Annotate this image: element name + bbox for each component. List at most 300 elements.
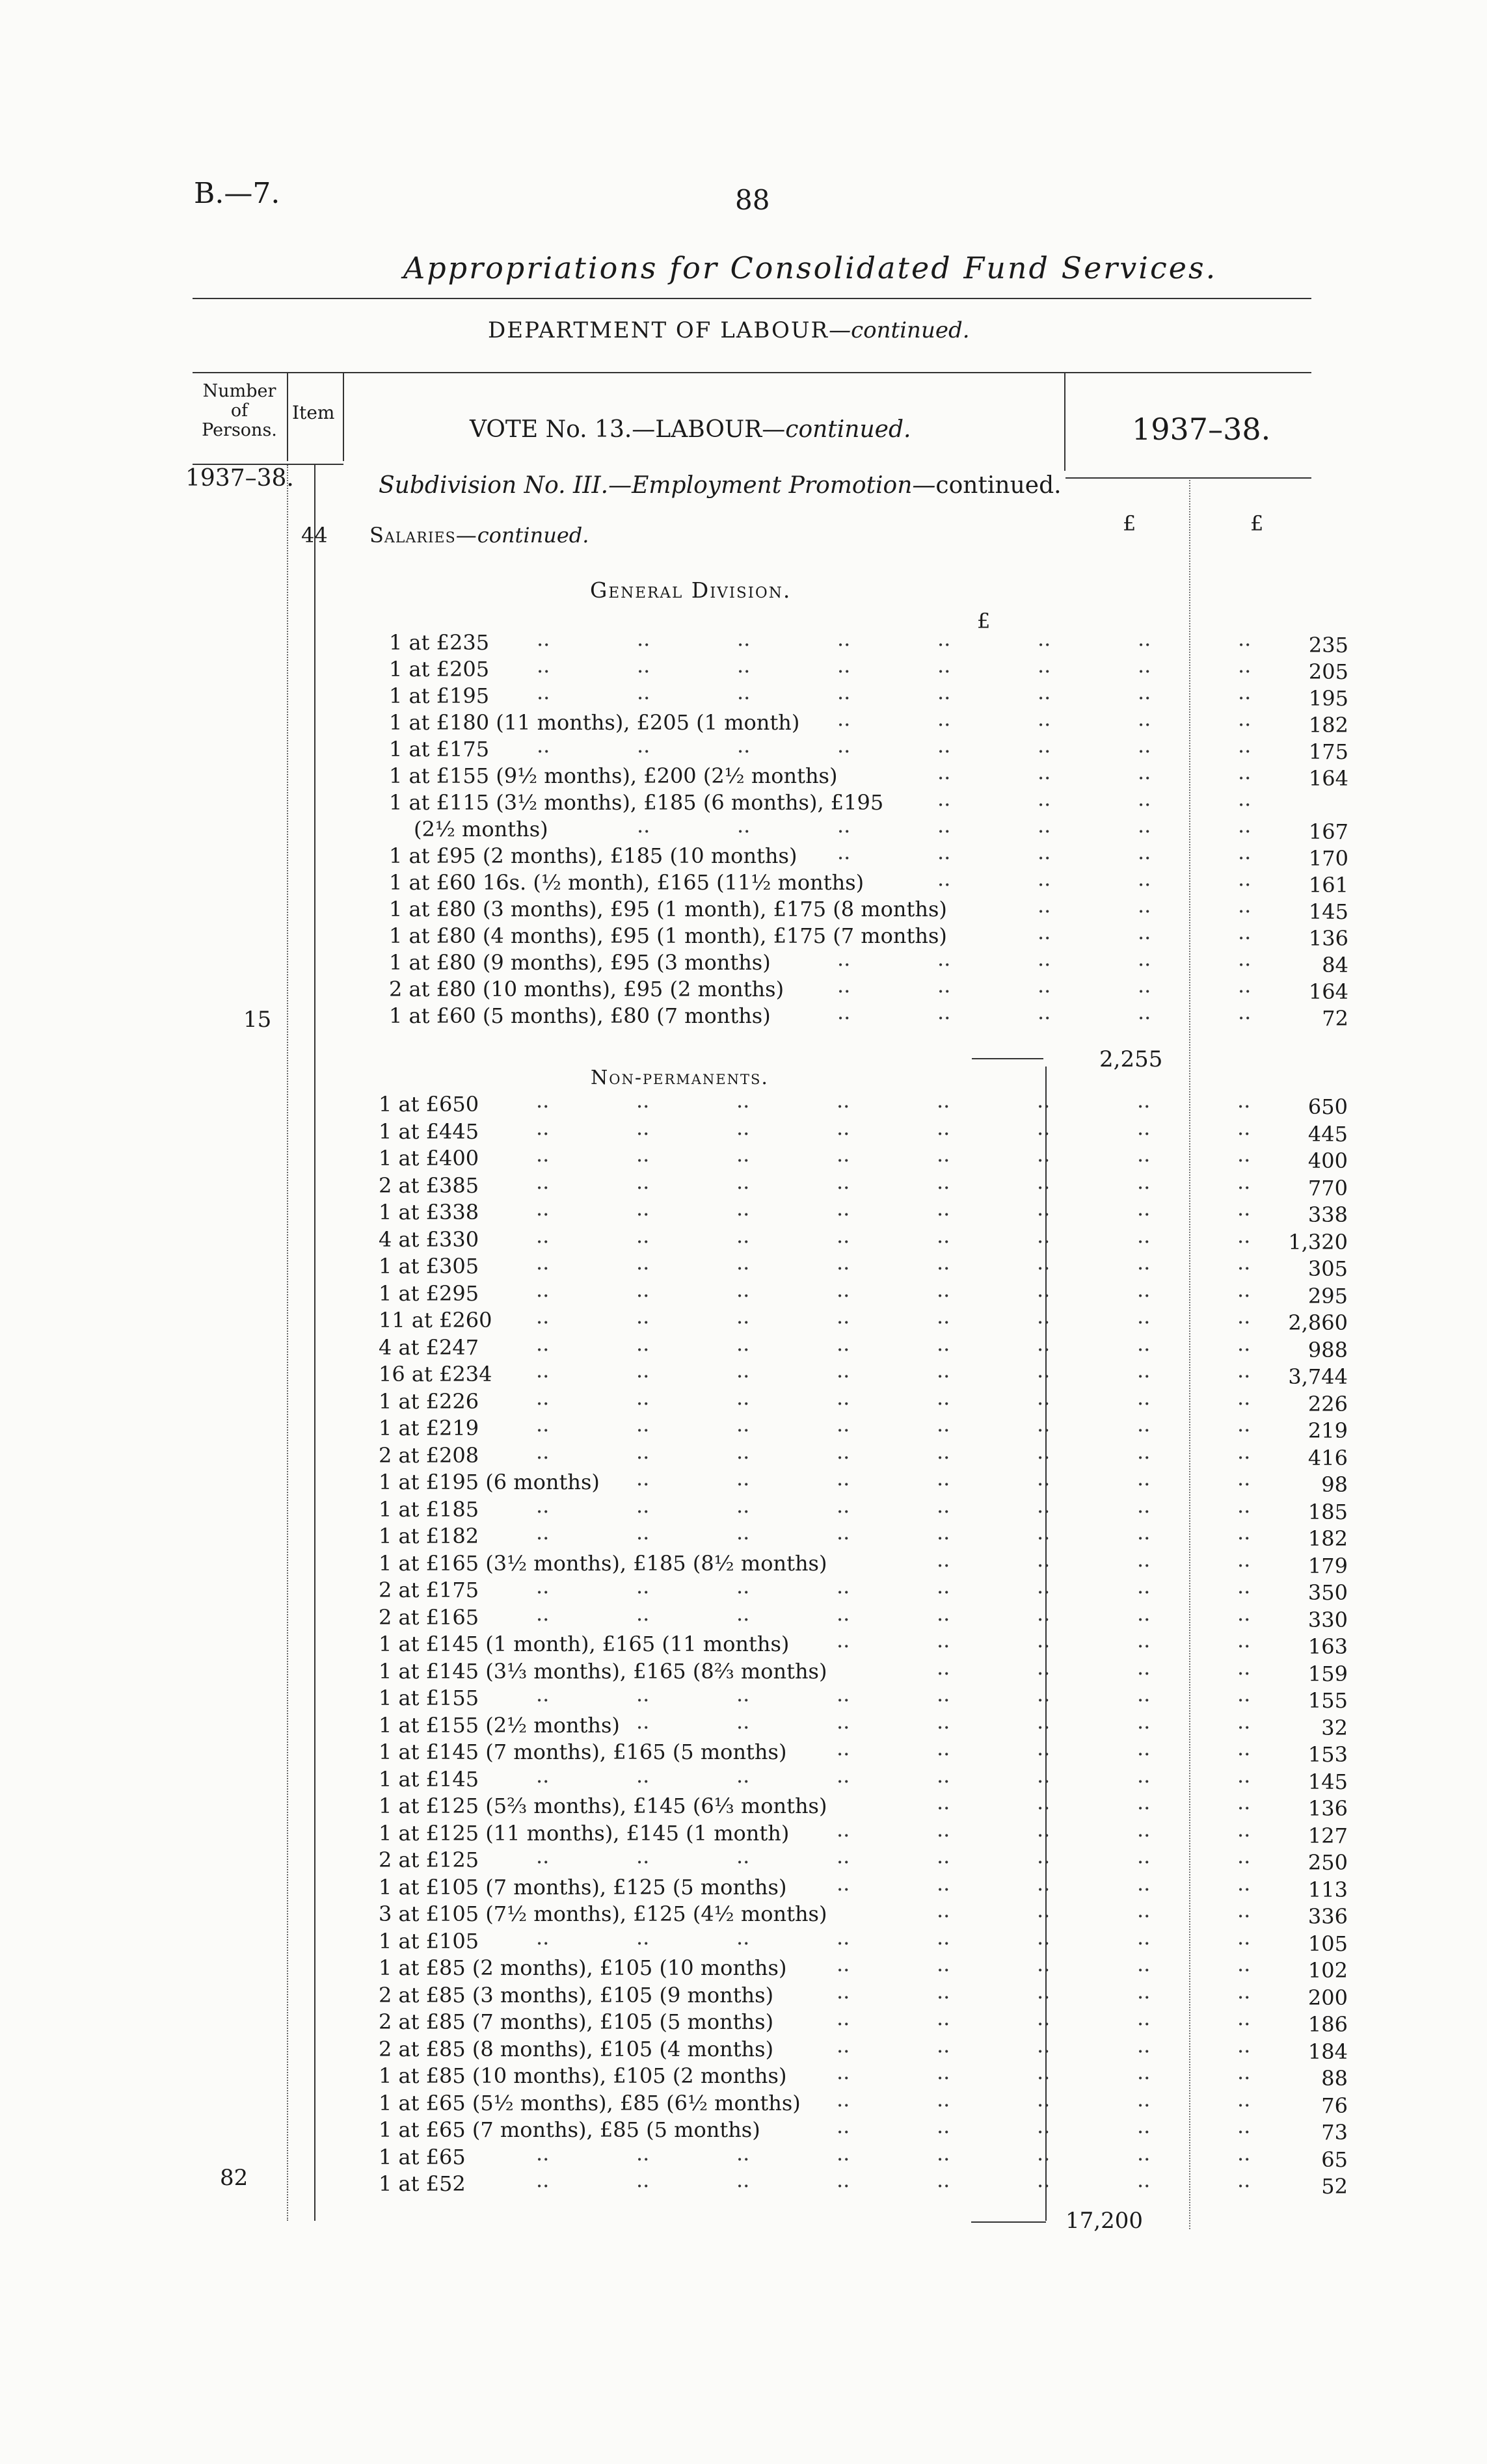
leader-dots: .. (837, 1520, 850, 1544)
row-description: 1 at £105 (379, 1928, 479, 1954)
leader-dots: .. (636, 1277, 650, 1302)
leader-dots: .. (1137, 1088, 1151, 1113)
leader-dots: .. (1137, 1169, 1151, 1194)
leader-dots: .. (1137, 2167, 1151, 2192)
leader-dots: .. (837, 2006, 850, 2030)
table-row (379, 1466, 1367, 1497)
leader-dots: .. (937, 1574, 950, 1598)
row-description: 16 at £234 (379, 1362, 492, 1386)
row-description: 1 at £165 (3½ months), £185 (8½ months) (379, 1550, 827, 1576)
leader-dots: .. (1137, 2140, 1151, 2166)
leader-dots: .. (937, 1277, 950, 1302)
leader-dots: .. (736, 1196, 750, 1221)
leader-dots: .. (937, 786, 951, 811)
leader-dots: .. (1037, 1331, 1051, 1356)
leader-dots: .. (1138, 920, 1151, 944)
leader-dots: .. (1037, 1628, 1051, 1652)
vote-header (470, 416, 911, 443)
leader-dots: .. (1137, 1142, 1151, 1167)
leader-dots: .. (937, 1466, 950, 1490)
leader-dots: .. (1037, 1816, 1051, 1842)
leader-dots: .. (1038, 813, 1051, 838)
table-row (379, 1304, 1367, 1335)
row-description: 1 at £125 (5⅔ months), £145 (6⅓ months) (379, 1794, 827, 1818)
leader-dots: .. (636, 2167, 650, 2192)
year-header: 1937–38. (1132, 412, 1271, 447)
leader-dots: .. (1137, 1790, 1151, 1814)
department-suffix: —continued. (829, 317, 970, 343)
row-amount: 250 (1307, 1850, 1348, 1875)
leader-dots: .. (937, 1790, 950, 1814)
leader-dots: .. (1237, 1277, 1251, 1302)
leader-dots: .. (1137, 1384, 1151, 1410)
table-row (379, 1088, 1367, 1119)
leader-dots: .. (736, 1304, 750, 1329)
table-row (379, 1331, 1367, 1362)
table-row (379, 1277, 1367, 1308)
pound-column-1: £ (1123, 511, 1136, 536)
leader-dots: .. (837, 813, 851, 838)
row-amount: 336 (1307, 1904, 1348, 1929)
table-row (379, 2006, 1367, 2037)
row-description: 1 at £400 (379, 1146, 479, 1171)
leader-dots: .. (636, 1708, 650, 1734)
leader-dots: .. (636, 1412, 650, 1437)
leader-dots: .. (1237, 1223, 1251, 1248)
leader-dots: .. (636, 1574, 650, 1598)
non-permanents-persons: 82 (220, 2165, 248, 2191)
leader-dots: .. (1237, 2060, 1251, 2084)
leader-dots: .. (1237, 1358, 1251, 1383)
leader-dots: .. (937, 1600, 950, 1626)
row-description: 2 at £165 (379, 1604, 479, 1630)
leader-dots: .. (1237, 1844, 1251, 1868)
leader-dots: .. (937, 2060, 950, 2084)
item-number: 44 (301, 523, 328, 548)
leader-dots: .. (1137, 1412, 1151, 1437)
leader-dots: .. (937, 973, 951, 998)
row-amount: 113 (1307, 1877, 1348, 1902)
leader-dots: .. (636, 1358, 650, 1383)
row-amount: 350 (1307, 1580, 1348, 1605)
leader-dots: .. (736, 1142, 750, 1167)
leader-dots: .. (1237, 1250, 1251, 1275)
leader-dots: .. (1037, 1978, 1051, 2004)
leader-dots: .. (1138, 653, 1151, 678)
leader-dots: .. (1237, 1384, 1251, 1410)
leader-dots: .. (1237, 1898, 1251, 1922)
table-row (379, 1844, 1367, 1875)
row-description: 1 at £180 (11 months), £205 (1 month) (389, 710, 800, 735)
leader-dots: .. (1138, 706, 1151, 731)
leader-dots: .. (636, 1169, 650, 1194)
leader-dots: .. (536, 1682, 550, 1706)
row-description: 1 at £85 (2 months), £105 (10 months) (379, 1955, 787, 1980)
leader-dots: .. (937, 1736, 950, 1760)
leader-dots: .. (837, 1277, 850, 1302)
leader-dots: .. (1037, 1466, 1051, 1490)
leader-dots: .. (937, 1358, 950, 1383)
general-division-total: 2,255 (1099, 1046, 1163, 1072)
leader-dots: .. (536, 1223, 550, 1248)
leader-dots: .. (1038, 1000, 1051, 1024)
leader-dots: .. (937, 2140, 950, 2166)
row-amount: 145 (1307, 1769, 1348, 1794)
row-description: 2 at £208 (379, 1442, 479, 1468)
general-division-heading: General Division. (590, 577, 792, 603)
vote-suffix: continued. (785, 416, 911, 443)
table-row (379, 1708, 1367, 1740)
leader-dots: .. (736, 1708, 750, 1734)
non-permanents-total: 17,200 (1065, 2208, 1143, 2234)
leader-dots: .. (937, 1628, 950, 1652)
leader-dots: .. (1237, 1978, 1251, 2004)
leader-dots: .. (1137, 1520, 1151, 1544)
leader-dots: .. (636, 1466, 650, 1490)
leader-dots: .. (1038, 786, 1051, 811)
leader-dots: .. (937, 733, 951, 758)
leader-dots: .. (1137, 1358, 1151, 1383)
leader-dots: .. (837, 1223, 850, 1248)
leader-dots: .. (1237, 2006, 1251, 2030)
row-amount: 161 (1308, 873, 1348, 897)
leader-dots: .. (937, 653, 951, 678)
leader-dots: .. (937, 1115, 950, 1140)
leader-dots: .. (736, 2140, 750, 2166)
row-description: 1 at £65 (5½ months), £85 (6½ months) (379, 2090, 801, 2115)
row-amount: 295 (1307, 1283, 1348, 1308)
leader-dots: .. (736, 1520, 750, 1544)
table-row (389, 946, 1378, 977)
leader-dots: .. (937, 1223, 950, 1248)
non-permanents-table (379, 1088, 1354, 2210)
leader-dots: .. (1038, 866, 1051, 891)
leader-dots: .. (837, 1628, 850, 1652)
page-title: Appropriations for Consolidated Fund Services. (403, 250, 1218, 285)
row-description: 1 at £60 16s. (½ month), £165 (11½ months) (389, 870, 864, 895)
leader-dots: .. (837, 1466, 850, 1490)
leader-dots: .. (1237, 1628, 1251, 1652)
leader-dots: .. (1237, 1790, 1251, 1814)
leader-dots: .. (1038, 653, 1051, 678)
leader-dots: .. (537, 733, 550, 758)
leader-dots: .. (1037, 1898, 1051, 1922)
leader-dots: .. (937, 1924, 950, 1950)
row-description: 1 at £195 (389, 683, 490, 708)
leader-dots: .. (1038, 760, 1051, 784)
row-description: 2 at £125 (379, 1848, 479, 1872)
non-permanents-heading: Non-permanents. (591, 1066, 769, 1089)
leader-dots: .. (1237, 1331, 1251, 1356)
leader-dots: .. (1237, 1600, 1251, 1626)
leader-dots: .. (1038, 626, 1051, 651)
leader-dots: .. (937, 626, 951, 651)
leader-dots: .. (736, 1412, 750, 1437)
leader-dots: .. (736, 1844, 750, 1868)
leader-dots: .. (637, 626, 650, 651)
table-row (389, 1000, 1378, 1031)
leader-dots: .. (837, 1978, 850, 2004)
leader-dots: .. (1137, 2113, 1151, 2138)
leader-dots: .. (537, 626, 550, 651)
table-row (379, 1790, 1367, 1821)
leader-dots: .. (1237, 2167, 1251, 2192)
leader-dots: .. (736, 1574, 750, 1598)
table-row (379, 1978, 1367, 2010)
row-amount: 170 (1308, 846, 1348, 871)
leader-dots: .. (837, 2060, 850, 2084)
leader-dots: .. (536, 1924, 550, 1950)
leader-dots: .. (1137, 1466, 1151, 1490)
row-description: 1 at £195 (6 months) (379, 1470, 600, 1494)
leader-dots: .. (1137, 1762, 1151, 1788)
leader-dots: .. (1137, 1682, 1151, 1706)
leader-dots: .. (837, 1870, 850, 1896)
row-description: 1 at £155 (2½ months) (379, 1712, 620, 1738)
leader-dots: .. (1138, 1000, 1151, 1024)
leader-dots: .. (937, 1412, 950, 1437)
leader-dots: .. (837, 1384, 850, 1410)
pound-column-2: £ (1250, 511, 1264, 536)
row-description: 1 at £226 (379, 1388, 479, 1414)
leader-dots: .. (937, 2032, 950, 2058)
row-amount: 73 (1321, 2120, 1348, 2145)
leader-dots: .. (536, 1844, 550, 1868)
year-subheader: 1937–38. (185, 465, 294, 492)
leader-dots: .. (1237, 1466, 1251, 1490)
leader-dots: .. (1037, 2086, 1051, 2112)
row-amount: 65 (1321, 2147, 1348, 2172)
leader-dots: .. (837, 1574, 850, 1598)
table-row (379, 1196, 1367, 1227)
leader-dots: .. (636, 1438, 650, 1464)
leader-dots: .. (1238, 866, 1252, 891)
leader-dots: .. (1138, 733, 1151, 758)
row-amount: 2,860 (1288, 1310, 1348, 1335)
leader-dots: .. (1137, 2086, 1151, 2112)
row-description: 1 at £80 (4 months), £95 (1 month), £175 (7 months) (389, 923, 947, 948)
leader-dots: .. (1037, 1250, 1051, 1275)
table-row (389, 786, 1378, 816)
salaries-suffix: continued. (477, 523, 589, 548)
leader-dots: .. (1037, 2167, 1051, 2192)
row-description: 1 at £175 (389, 737, 490, 762)
table-row (379, 1816, 1367, 1848)
leader-dots: .. (1237, 1412, 1251, 1437)
leader-dots: .. (1237, 1574, 1251, 1598)
table-row (379, 1682, 1367, 1713)
leader-dots: .. (1237, 1924, 1251, 1950)
leader-dots: .. (637, 733, 650, 758)
leader-dots: .. (937, 2006, 950, 2030)
row-amount: 136 (1307, 1796, 1348, 1821)
row-description: 1 at £95 (2 months), £185 (10 months) (389, 843, 797, 868)
leader-dots: .. (636, 1520, 650, 1544)
leader-dots: .. (837, 1412, 850, 1437)
leader-dots: .. (636, 1762, 650, 1788)
leader-dots: .. (937, 1870, 950, 1896)
table-row (389, 920, 1378, 951)
row-description: (2½ months) (414, 817, 548, 841)
leader-dots: .. (837, 2086, 850, 2112)
leader-dots: .. (1137, 1277, 1151, 1302)
leader-dots: .. (837, 840, 851, 864)
leader-dots: .. (1237, 1520, 1251, 1544)
leader-dots: .. (1037, 2032, 1051, 2058)
department-heading (488, 317, 970, 343)
row-description: 1 at £52 (379, 2171, 466, 2196)
row-description: 4 at £330 (379, 1226, 479, 1252)
leader-dots: .. (837, 1816, 850, 1842)
leader-dots: .. (937, 1844, 950, 1868)
leader-dots: .. (636, 1682, 650, 1706)
leader-dots: .. (1137, 1331, 1151, 1356)
row-description: 1 at £219 (379, 1416, 479, 1440)
subdivision-suffix: continued. (935, 472, 1062, 499)
leader-dots: .. (937, 1708, 950, 1734)
leader-dots: .. (1237, 1816, 1251, 1842)
leader-dots: .. (1238, 973, 1252, 998)
row-description: 1 at £338 (379, 1200, 479, 1225)
leader-dots: .. (1237, 1142, 1251, 1167)
leader-dots: .. (1238, 760, 1252, 784)
leader-dots: .. (937, 1898, 950, 1922)
leader-dots: .. (837, 2167, 850, 2192)
leader-dots: .. (937, 813, 951, 838)
leader-dots: .. (937, 1250, 950, 1275)
leader-dots: .. (1138, 786, 1151, 811)
table-row (379, 1250, 1367, 1281)
row-description: 2 at £85 (7 months), £105 (5 months) (379, 2009, 774, 2034)
leader-dots: .. (636, 1223, 650, 1248)
leader-dots: .. (937, 2086, 950, 2112)
leader-dots: .. (1037, 2006, 1051, 2030)
leader-dots: .. (937, 760, 951, 784)
table-row (389, 973, 1378, 1004)
leader-dots: .. (837, 1331, 850, 1356)
leader-dots: .. (937, 2167, 950, 2192)
general-division-pound-sign: £ (977, 609, 991, 633)
leader-dots: .. (837, 2113, 850, 2138)
table-row (389, 840, 1378, 871)
table-row (379, 2032, 1367, 2064)
leader-dots: .. (1137, 1196, 1151, 1221)
leader-dots: .. (1138, 760, 1151, 784)
leader-dots: .. (737, 626, 751, 651)
leader-dots: .. (1038, 733, 1051, 758)
leader-dots: .. (937, 1762, 950, 1788)
leader-dots: .. (1237, 1304, 1251, 1329)
leader-dots: .. (536, 1412, 550, 1437)
row-amount: 219 (1307, 1418, 1348, 1443)
leader-dots: .. (937, 1492, 950, 1518)
row-amount: 650 (1307, 1094, 1348, 1119)
row-amount: 988 (1307, 1337, 1348, 1362)
row-description: 1 at £145 (1 month), £165 (11 months) (379, 1632, 790, 1656)
row-amount: 164 (1308, 766, 1348, 791)
leader-dots: .. (1037, 1223, 1051, 1248)
table-row (389, 893, 1378, 924)
leader-dots: .. (1138, 866, 1151, 891)
leader-dots: .. (937, 1331, 950, 1356)
leader-dots: .. (1237, 2086, 1251, 2112)
row-description: 1 at £80 (3 months), £95 (1 month), £175 (8 months) (389, 897, 947, 921)
leader-dots: .. (536, 1438, 550, 1464)
leader-dots: .. (937, 706, 951, 731)
table-row (379, 1628, 1367, 1659)
leader-dots: .. (937, 1978, 950, 2004)
leader-dots: .. (1037, 1708, 1051, 1734)
leader-dots: .. (636, 1196, 650, 1221)
leader-dots: .. (1237, 1654, 1251, 1680)
row-amount: 145 (1308, 899, 1348, 924)
leader-dots: .. (1238, 626, 1252, 651)
row-description: 3 at £105 (7½ months), £125 (4½ months) (379, 1901, 827, 1926)
leader-dots: .. (1137, 1492, 1151, 1518)
row-description: 1 at £105 (7 months), £125 (5 months) (379, 1874, 787, 1900)
leader-dots: .. (937, 1682, 950, 1706)
row-description: 11 at £260 (379, 1308, 492, 1332)
leader-dots: .. (536, 1358, 550, 1383)
leader-dots: .. (837, 1196, 850, 1221)
leader-dots: .. (1237, 1438, 1251, 1464)
row-description: 1 at £60 (5 months), £80 (7 months) (389, 1003, 771, 1028)
row-amount: 98 (1321, 1472, 1348, 1497)
row-amount: 155 (1307, 1688, 1348, 1713)
leader-dots: .. (536, 1277, 550, 1302)
leader-dots: .. (1037, 2140, 1051, 2166)
leader-dots: .. (937, 680, 951, 704)
table-row (379, 1870, 1367, 1902)
leader-dots: .. (1037, 1358, 1051, 1383)
row-amount: 52 (1321, 2174, 1348, 2199)
row-description: 1 at £80 (9 months), £95 (3 months) (389, 950, 771, 975)
table-row (389, 733, 1378, 764)
leader-dots: .. (1137, 2032, 1151, 2058)
row-description: 1 at £155 (9½ months), £200 (2½ months) (389, 763, 838, 788)
table-row (379, 1762, 1367, 1794)
leader-dots: .. (837, 1358, 850, 1383)
table-row (389, 866, 1378, 897)
leader-dots: .. (1137, 1924, 1151, 1950)
leader-dots: .. (536, 2167, 550, 2192)
row-description: 1 at £185 (379, 1496, 479, 1522)
leader-dots: .. (837, 626, 851, 651)
leader-dots: .. (937, 1000, 951, 1024)
salaries-heading (369, 523, 589, 548)
leader-dots: .. (837, 653, 851, 678)
leader-dots: .. (837, 1924, 850, 1950)
leader-dots: .. (736, 1600, 750, 1626)
leader-dots: .. (536, 1384, 550, 1410)
leader-dots: .. (536, 1304, 550, 1329)
leader-dots: .. (1037, 1169, 1051, 1194)
row-amount: 179 (1307, 1553, 1348, 1578)
leader-dots: .. (937, 1142, 950, 1167)
leader-dots: .. (1037, 1492, 1051, 1518)
leader-dots: .. (536, 1492, 550, 1518)
document-reference: B.—7. (194, 177, 280, 210)
leader-dots: .. (1037, 1682, 1051, 1706)
leader-dots: .. (937, 1438, 950, 1464)
leader-dots: .. (1238, 1000, 1252, 1024)
table-row (389, 813, 1378, 844)
leader-dots: .. (837, 1304, 850, 1329)
leader-dots: .. (837, 1844, 850, 1868)
leader-dots: .. (736, 1384, 750, 1410)
leader-dots: .. (1138, 813, 1151, 838)
leader-dots: .. (637, 680, 650, 704)
